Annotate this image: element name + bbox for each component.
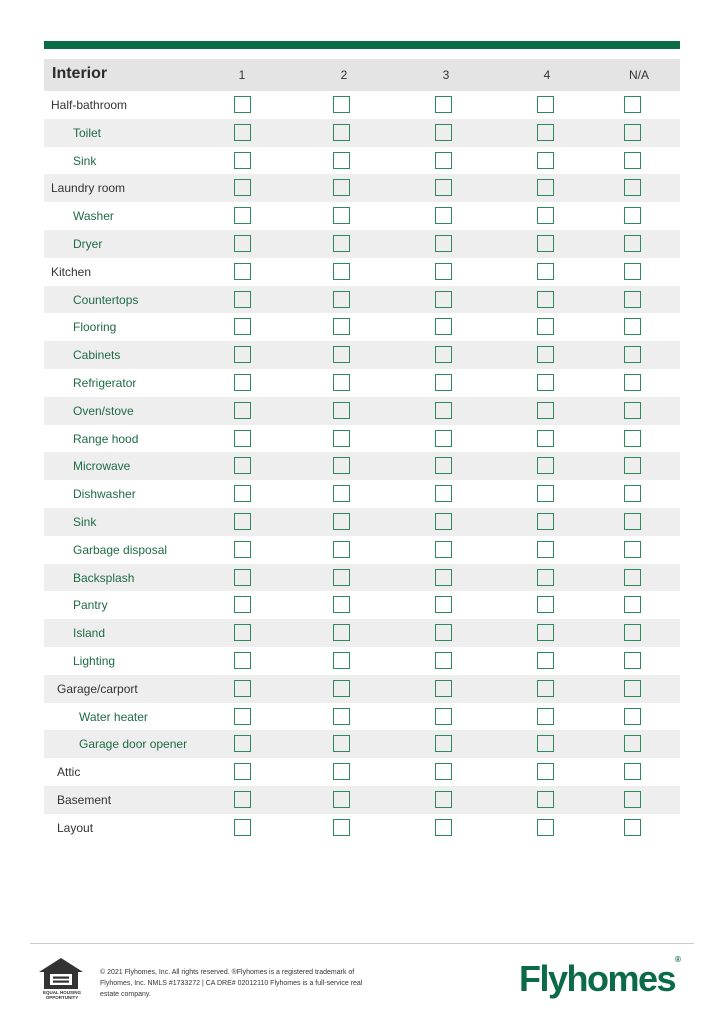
row-label: Pantry [73,598,108,613]
checkbox-2[interactable] [333,402,350,419]
checkbox-4[interactable] [537,763,554,780]
checkbox-2[interactable] [333,569,350,586]
checkbox-4[interactable] [537,680,554,697]
checkbox-2[interactable] [333,735,350,752]
checkbox-na[interactable] [624,708,641,725]
checkbox-3[interactable] [435,346,452,363]
checklist-row [44,619,680,647]
checkbox-2[interactable] [333,819,350,836]
checkbox-na[interactable] [624,96,641,113]
checkbox-2[interactable] [333,652,350,669]
checkbox-3[interactable] [435,652,452,669]
legal-notice: © 2021 Flyhomes, Inc. All rights reserved. ®Flyhomes is a registered trademark of Flyhomes, Inc. NMLS #1733272 | CA DRE# 02012110 Flyhomes is a full-service real estate company. [100,969,363,998]
checkbox-na[interactable] [624,291,641,308]
checkbox-4[interactable] [537,708,554,725]
checkbox-4[interactable] [537,624,554,641]
checkbox-2[interactable] [333,318,350,335]
checkbox-na[interactable] [624,207,641,224]
checklist-row [44,675,680,703]
checklist-row [44,480,680,508]
row-label: Laundry room [51,181,126,196]
equal-housing-text: EQUAL HOUSING OPPORTUNITY [43,990,81,1000]
checkbox-1[interactable] [234,652,251,669]
checklist-row [44,564,680,592]
checkbox-1[interactable] [234,513,251,530]
row-label: Countertops [73,292,139,307]
checkbox-2[interactable] [333,791,350,808]
checkbox-na[interactable] [624,763,641,780]
checklist-row [44,452,680,480]
checkbox-2[interactable] [333,485,350,502]
checkbox-4[interactable] [537,346,554,363]
checklist-row [44,397,680,425]
checklist-row [44,758,680,786]
checkbox-2[interactable] [333,596,350,613]
checkbox-na[interactable] [624,402,641,419]
checklist-row [44,230,680,258]
checkbox-3[interactable] [435,569,452,586]
checkbox-1[interactable] [234,207,251,224]
checkbox-4[interactable] [537,541,554,558]
checkbox-4[interactable] [537,402,554,419]
checkbox-na[interactable] [624,318,641,335]
row-label: Cabinets [73,348,121,363]
checkbox-1[interactable] [234,263,251,280]
checkbox-4[interactable] [537,735,554,752]
checklist-row [44,147,680,175]
row-label: Flooring [73,320,117,335]
checkbox-3[interactable] [435,374,452,391]
checkbox-1[interactable] [234,596,251,613]
checkbox-4[interactable] [537,263,554,280]
row-label: Sink [73,514,97,529]
row-label: Microwave [73,459,131,474]
checkbox-na[interactable] [624,513,641,530]
row-label: Backsplash [73,570,135,585]
checkbox-na[interactable] [624,791,641,808]
checklist-row [44,341,680,369]
checkbox-1[interactable] [234,152,251,169]
checkbox-2[interactable] [333,513,350,530]
checkbox-1[interactable] [234,819,251,836]
checkbox-1[interactable] [234,624,251,641]
checkbox-2[interactable] [333,374,350,391]
checkbox-1[interactable] [234,402,251,419]
checkbox-3[interactable] [435,735,452,752]
column-header-4: 4 [543,68,551,82]
checkbox-3[interactable] [435,207,452,224]
row-label: Island [73,626,106,641]
checkbox-na[interactable] [624,485,641,502]
column-header-1: 1 [238,68,246,82]
checkbox-3[interactable] [435,402,452,419]
checkbox-2[interactable] [333,346,350,363]
checkbox-1[interactable] [234,346,251,363]
checkbox-3[interactable] [435,291,452,308]
checkbox-na[interactable] [624,569,641,586]
checkbox-2[interactable] [333,152,350,169]
checkbox-na[interactable] [624,735,641,752]
checkbox-1[interactable] [234,96,251,113]
checklist-row [44,174,680,202]
checkbox-2[interactable] [333,96,350,113]
checkbox-2[interactable] [333,291,350,308]
checkbox-4[interactable] [537,96,554,113]
checklist-row [44,313,680,341]
checkbox-1[interactable] [234,735,251,752]
checkbox-3[interactable] [435,457,452,474]
checkbox-na[interactable] [624,457,641,474]
checkbox-na[interactable] [624,596,641,613]
checkbox-na[interactable] [624,624,641,641]
checklist-row [44,425,680,453]
checkbox-4[interactable] [537,457,554,474]
row-label: Attic [57,765,81,780]
checklist-row [44,814,680,842]
checkbox-3[interactable] [435,624,452,641]
checkbox-3[interactable] [435,318,452,335]
row-label: Washer [73,209,114,224]
checkbox-4[interactable] [537,291,554,308]
checkbox-2[interactable] [333,207,350,224]
checkbox-4[interactable] [537,235,554,252]
row-label: Dryer [73,236,103,251]
checkbox-2[interactable] [333,680,350,697]
checkbox-na[interactable] [624,430,641,447]
checkbox-2[interactable] [333,541,350,558]
checkbox-4[interactable] [537,819,554,836]
checkbox-1[interactable] [234,791,251,808]
flyhomes-logo: Flyhomes® [519,955,681,999]
interior-checklist-table [44,59,680,842]
footer-divider [30,943,694,944]
checkbox-3[interactable] [435,235,452,252]
checkbox-1[interactable] [234,374,251,391]
checkbox-2[interactable] [333,124,350,141]
row-label: Water heater [79,709,148,724]
checkbox-4[interactable] [537,513,554,530]
top-accent-bar [44,41,680,49]
checkbox-3[interactable] [435,708,452,725]
checkbox-4[interactable] [537,179,554,196]
checklist-row [44,536,680,564]
row-label: Dishwasher [73,487,136,502]
checkbox-3[interactable] [435,596,452,613]
checklist-row [44,730,680,758]
checkbox-4[interactable] [537,791,554,808]
checkbox-1[interactable] [234,763,251,780]
checklist-row [44,786,680,814]
checkbox-4[interactable] [537,569,554,586]
column-header-na: N/A [628,68,649,82]
checkbox-3[interactable] [435,124,452,141]
checkbox-2[interactable] [333,263,350,280]
row-label: Range hood [73,431,139,446]
checkbox-2[interactable] [333,624,350,641]
checkbox-4[interactable] [537,152,554,169]
checkbox-3[interactable] [435,179,452,196]
checkbox-3[interactable] [435,485,452,502]
checkbox-3[interactable] [435,96,452,113]
checkbox-3[interactable] [435,763,452,780]
row-label: Garage door opener [79,737,188,752]
checklist-row [44,91,680,119]
checkbox-3[interactable] [435,541,452,558]
checklist-row [44,508,680,536]
checkbox-1[interactable] [234,430,251,447]
checkbox-na[interactable] [624,819,641,836]
checkbox-4[interactable] [537,596,554,613]
checkbox-na[interactable] [624,152,641,169]
checkbox-na[interactable] [624,124,641,141]
checkbox-na[interactable] [624,652,641,669]
checkbox-2[interactable] [333,430,350,447]
checklist-row [44,119,680,147]
checkbox-4[interactable] [537,652,554,669]
row-label: Garage/carport [57,681,138,696]
checkbox-2[interactable] [333,763,350,780]
checkbox-na[interactable] [624,179,641,196]
checkbox-4[interactable] [537,485,554,502]
checkbox-4[interactable] [537,318,554,335]
checkbox-4[interactable] [537,430,554,447]
checkbox-1[interactable] [234,235,251,252]
checkbox-1[interactable] [234,124,251,141]
checkbox-na[interactable] [624,374,641,391]
checkbox-2[interactable] [333,457,350,474]
row-label: Oven/stove [73,403,134,418]
checkbox-na[interactable] [624,541,641,558]
checkbox-3[interactable] [435,819,452,836]
checkbox-3[interactable] [435,791,452,808]
checklist-row [44,369,680,397]
checkbox-na[interactable] [624,680,641,697]
checkbox-1[interactable] [234,569,251,586]
row-label: Toilet [73,125,102,140]
checkbox-3[interactable] [435,263,452,280]
checkbox-4[interactable] [537,207,554,224]
column-header-3: 3 [442,68,450,82]
checkbox-2[interactable] [333,179,350,196]
checkbox-1[interactable] [234,708,251,725]
checkbox-4[interactable] [537,124,554,141]
row-label: Layout [57,820,94,835]
checkbox-3[interactable] [435,680,452,697]
row-label: Basement [57,792,112,807]
checklist-row [44,591,680,619]
checkbox-1[interactable] [234,485,251,502]
row-label: Refrigerator [73,375,137,390]
checklist-row [44,286,680,314]
column-header-2: 2 [340,68,348,82]
checkbox-1[interactable] [234,457,251,474]
checkbox-1[interactable] [234,179,251,196]
row-label: Garbage disposal [73,542,168,557]
checklist-row [44,703,680,731]
checklist-row [44,202,680,230]
checkbox-3[interactable] [435,430,452,447]
checkbox-na[interactable] [624,263,641,280]
checkbox-na[interactable] [624,346,641,363]
checkbox-3[interactable] [435,152,452,169]
row-label: Kitchen [51,264,92,279]
checkbox-2[interactable] [333,235,350,252]
checkbox-1[interactable] [234,291,251,308]
checkbox-4[interactable] [537,374,554,391]
checkbox-3[interactable] [435,513,452,530]
checkbox-1[interactable] [234,541,251,558]
checklist-row [44,647,680,675]
table-header [44,59,680,91]
checkbox-1[interactable] [234,680,251,697]
checkbox-1[interactable] [234,318,251,335]
section-title: Interior [52,65,108,82]
checklist-row [44,258,680,286]
checkbox-na[interactable] [624,235,641,252]
checklist-rows [44,91,680,842]
row-label: Half-bathroom [51,98,128,112]
row-label: Sink [73,153,97,168]
row-label: Lighting [73,653,116,668]
checkbox-2[interactable] [333,708,350,725]
